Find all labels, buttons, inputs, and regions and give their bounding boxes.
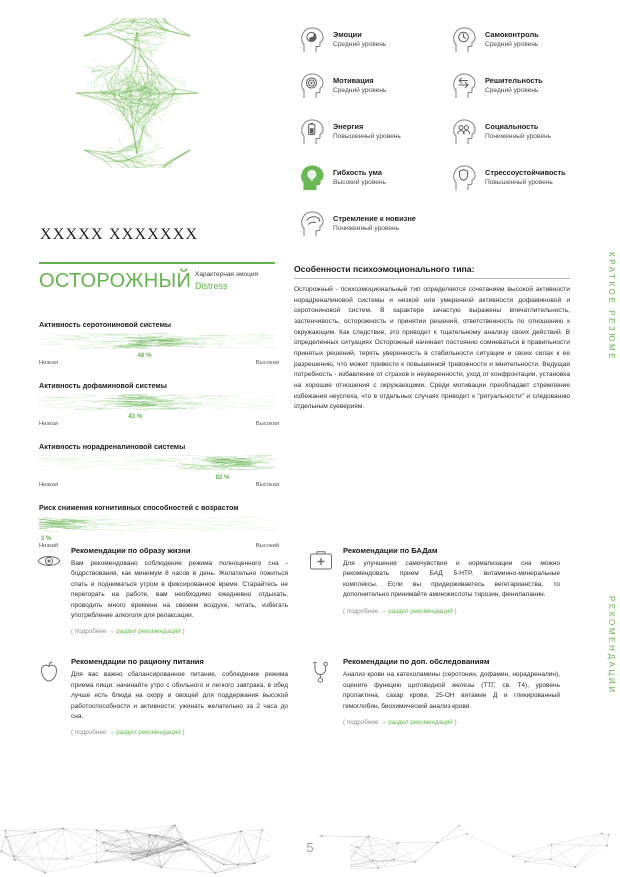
scale-high-label: Высокая [255, 482, 279, 488]
scale-value: 43 % [128, 413, 143, 420]
characteristic-emotion-label: Характерная эмоция [195, 271, 259, 278]
indicator-level: Пониженный уровень [333, 225, 400, 232]
type-description-title: Особенности психоэмоционального типа: [294, 264, 475, 274]
first-aid-icon [308, 546, 334, 574]
battery-head-icon [300, 118, 326, 146]
type-description-panel [294, 264, 570, 413]
scale-endpoints [39, 421, 279, 431]
scale-low-label: Низкий [39, 543, 59, 549]
indicator-item [452, 72, 600, 118]
apple-icon [36, 657, 62, 685]
recommendation-text: Для вас важно сбалансированное питание, соблюдение режима приема пищи: начинайте утро с обильного и легкого завтрака, в обед лучше есть блюда на скору и овощей для поддержания высокой работоспособности и активности; ужинать желательно за 2 часа до сна. [71, 671, 288, 720]
link-prefix: ( подробнее [343, 718, 379, 726]
scale-band [39, 453, 275, 481]
target-head-icon [300, 72, 326, 100]
indicator-item [452, 164, 600, 210]
link-suffix: ) [182, 628, 185, 636]
eye-icon [36, 546, 62, 574]
scale-value: 3 % [40, 535, 52, 542]
recommendation-title: Рекомендации по БАДам [343, 546, 438, 555]
indicator-label: Эмоции [333, 30, 362, 39]
arrow-right-icon: → [108, 729, 115, 737]
link-text[interactable]: раздел рекомендаций [388, 718, 453, 726]
scale-high-label: Высокая [255, 421, 279, 427]
scale-low-label: Низкая [39, 482, 59, 488]
indicator-level: Повышенный уровень [485, 179, 553, 186]
compass-head-icon [300, 210, 326, 238]
recommendation-title: Рекомендации по доп. обследованиям [343, 657, 490, 667]
recommendation-title: Рекомендации по рациону питания [71, 657, 204, 667]
link-suffix: ) [454, 607, 457, 615]
recommendation-text: Анализ крови на катехоламины (серотонин, дофамин, норадреналин), оцените функцию щитовидной железы (ТТГ, св. Т4), уровень пролактина, сахар крови, 25-ОН витамин Д и гликированный гемоглобин, биохимический анализ крови. [343, 671, 560, 710]
yin-yang-head-icon [300, 26, 326, 54]
recommendation-link[interactable] [71, 628, 288, 635]
indicator-level: Средний уровень [333, 87, 387, 94]
shield-head-icon [452, 164, 478, 192]
recommendation-card [36, 546, 288, 635]
scale-item [39, 442, 279, 492]
patient-name: XXXXX XXXXXXX [40, 226, 199, 243]
indicator-level: Высокий уровень [333, 179, 386, 186]
indicator-label: Гибкость ума [333, 168, 382, 177]
recommendation-card [308, 546, 560, 635]
scale-item [39, 381, 279, 431]
scale-band [39, 392, 275, 420]
indicator-label: Стрессоустойчивость [485, 168, 566, 177]
link-suffix: ) [454, 718, 457, 726]
link-prefix: ( подробнее [71, 729, 107, 737]
arrows-head-icon [452, 72, 478, 100]
page-number: 5 [306, 840, 314, 855]
recommendation-card [36, 657, 288, 736]
scales-list [39, 320, 279, 564]
indicator-label: Стремление к новизне [333, 214, 416, 223]
indicator-level: Повышенный уровень [333, 133, 401, 140]
link-text[interactable]: раздел рекомендаций [116, 729, 181, 737]
link-text[interactable]: раздел рекомендаций [388, 607, 453, 615]
recommendation-link[interactable] [343, 608, 560, 615]
scale-title: Активность серотониновой системы [39, 320, 172, 329]
indicator-item [452, 26, 600, 72]
recommendations-grid [36, 546, 570, 736]
tree-artwork-icon [62, 18, 212, 168]
scale-title: Активность дофаминовой системы [39, 381, 167, 390]
indicator-level: Средний уровень [485, 41, 539, 48]
indicator-item [300, 26, 448, 72]
recommendation-title: Рекомендации по образу жизни [71, 546, 191, 555]
recommendation-card [308, 657, 560, 736]
side-label-summary: КРАТКОЕ РЕЗЮМЕ [607, 252, 616, 362]
people-head-icon [452, 118, 478, 146]
arrow-right-icon: → [108, 628, 115, 636]
indicator-label: Самоконтроль [485, 30, 539, 39]
indicator-label: Мотивация [333, 76, 374, 85]
scale-high-label: Высокий [255, 543, 279, 549]
bulb-head-icon [300, 164, 326, 192]
indicator-grid [300, 26, 600, 256]
scale-band [39, 331, 275, 359]
type-description-body: Осторожный - психоэмоциональный тип определяется сочетанием высокой активности норадреналиновой системы и низкой или умеренной активности дофаминовой и серотониновой систем. В характере зачастую выражены впечатлительность, застенчивость, осторожность и принятии решений, ответственность по отношению к окружающим. Как следствие, это приводит к тщательному анализу своих действий. В определенных ситуациях Осторожный начинает постоянно сомневаться в правильности принятых решений, терять уверенность в стабильности ситуации и своих силах к ее разрешению, что может привести к повышенной тревожности и мнительности. Ведущая потребность - избавление от страхов и неуверенности, уход от конфронтации, установка на хорошие отношения с окружающими. Среди мотивации преобладает стремление избежания неуспеха, что в отдельных случаях приводит к "ритуальности" и следованию отдельным суевериям. [294, 286, 570, 411]
scale-high-label: Высокая [255, 360, 279, 366]
psycho-type-block [39, 262, 275, 293]
link-prefix: ( подробнее [71, 628, 107, 636]
scale-low-label: Низкая [39, 360, 59, 366]
divider [39, 262, 275, 264]
divider [294, 278, 570, 279]
scale-title: Риск снижения когнитивных способностей с возрастом [39, 503, 239, 512]
scale-title: Активность норадреналиновой системы [39, 442, 186, 451]
recommendation-text: Вам рекомендовано соблюдение режима полноценного сна - бодрствования, как минимум 8 часов в день. Желательно ложиться спать и подниматься утром в фиксированное время. Старайтесь не перегорать на работе, вам необходимо ежедневно отдыхать, проводить много времени на свежем воздухе, читать, избегать употребление алкоголя для релаксации. [71, 560, 288, 619]
characteristic-emotion-value: Distress [195, 280, 228, 291]
link-suffix: ) [182, 729, 185, 737]
scale-low-label: Низкая [39, 421, 59, 427]
indicator-item [452, 118, 600, 164]
recommendation-link[interactable] [71, 729, 288, 736]
indicator-label: Энергия [333, 122, 364, 131]
link-prefix: ( подробнее [343, 607, 379, 615]
indicator-label: Социальность [485, 122, 539, 131]
indicator-level: Средний уровень [333, 41, 387, 48]
indicator-item [300, 118, 448, 164]
side-label-recommendations: РЕКОМЕНДАЦИИ [607, 596, 616, 695]
indicator-item [300, 210, 448, 256]
clock-head-icon [452, 26, 478, 54]
indicator-level: Пониженный уровень [485, 133, 552, 140]
indicator-item [300, 72, 448, 118]
scale-band [39, 514, 275, 542]
arrow-right-icon: → [380, 607, 387, 615]
scale-endpoints [39, 360, 279, 370]
scale-value: 82 % [215, 474, 230, 481]
psycho-type-name: ОСТОРОЖНЫЙ [39, 270, 192, 292]
scale-endpoints [39, 482, 279, 492]
recommendation-link[interactable] [343, 719, 560, 726]
indicator-label: Решительность [485, 76, 543, 85]
indicator-level: Средний уровень [485, 87, 539, 94]
stethoscope-icon [308, 657, 334, 685]
recommendation-text: Для улучшения самочувствия и нормализации сна можно рекомендовать прием БАД 5-НТР, витаминно-минеральные комплексы. Если вы придерживаетесь вегетарианства, то дополнительно принимайте аминокислоты тирозин, фенилаланин. [343, 560, 560, 599]
scale-value: 48 % [137, 352, 152, 359]
link-text[interactable]: раздел рекомендаций [116, 628, 181, 636]
scale-item [39, 320, 279, 370]
arrow-right-icon: → [380, 718, 387, 726]
indicator-item [300, 164, 448, 210]
